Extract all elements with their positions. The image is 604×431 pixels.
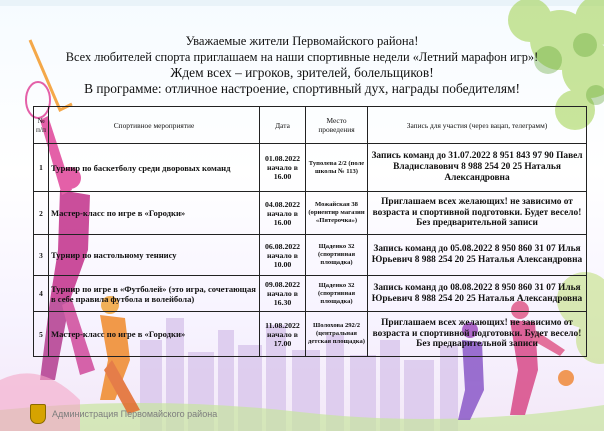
event-date: 06.08.2022 начало в 10.00 bbox=[260, 235, 306, 276]
table-row bbox=[34, 144, 587, 192]
event-name: Турнир по игре в «Футболей» (это игра, сочетающая в себе правила футбола и волейбола) bbox=[49, 276, 260, 312]
event-name: Мастер-класс по игре в «Городки» bbox=[49, 192, 260, 235]
event-registration: Приглашаем всех желающих! не зависимо от возраста и спортивной подготовки. Будет весело! Без предварительной записи bbox=[368, 192, 587, 235]
table-row bbox=[34, 192, 587, 235]
table-row bbox=[34, 276, 587, 312]
event-date: 04.08.2022 начало в 16.00 bbox=[260, 192, 306, 235]
table-row bbox=[34, 235, 587, 276]
event-place: Шолохова 292/2 (центральная детская площадка) bbox=[306, 312, 368, 357]
event-place: Щаденко 32 (спортивная площадка) bbox=[306, 235, 368, 276]
event-name: Турнир по настольному теннису bbox=[49, 235, 260, 276]
welcome-line: Ждем всех – игроков, зрителей, болельщиков! bbox=[170, 65, 434, 81]
event-registration: Запись команд до 05.08.2022 8 950 860 31 07 Илья Юрьевич 8 988 254 20 25 Наталья Александровна bbox=[368, 235, 587, 276]
column-header-registration: Запись для участия (через вацап, телеграмм) bbox=[368, 107, 587, 144]
row-number: 2 bbox=[34, 192, 49, 235]
event-place: Можайская 38 (ориентир магазин «Пятерочка») bbox=[306, 192, 368, 235]
event-date: 01.08.2022 начало в 16.00 bbox=[260, 144, 306, 192]
event-date: 11.08.2022 начало в 17.00 bbox=[260, 312, 306, 357]
event-name: Турнир по баскетболу среди дворовых команд bbox=[49, 144, 260, 192]
row-number: 1 bbox=[34, 144, 49, 192]
event-registration: Приглашаем всех желающих! не зависимо от возраста и спортивной подготовки. Будет весело! Без предварительной записи bbox=[368, 312, 587, 357]
row-number: 5 bbox=[34, 312, 49, 357]
announcement-header bbox=[0, 34, 604, 96]
footer-branding bbox=[30, 404, 217, 424]
events-table bbox=[33, 106, 587, 357]
column-header-date: Дата bbox=[260, 107, 306, 144]
table-row bbox=[34, 312, 587, 357]
event-date: 09.08.2022 начало в 16.30 bbox=[260, 276, 306, 312]
invitation-line: Всех любителей спорта приглашаем на наши спортивные недели «Летний марафон игр»! bbox=[65, 49, 539, 64]
event-name: Мастер-класс по игре в «Городки» bbox=[49, 312, 260, 357]
event-registration: Запись команд до 31.07.2022 8 951 843 97 90 Павел Владиславович 8 988 254 20 25 Наталья Александровна bbox=[368, 144, 587, 192]
table-header-row bbox=[34, 107, 587, 144]
column-header-place: Место проведения bbox=[306, 107, 368, 144]
administration-name: Администрация Первомайского района bbox=[52, 409, 218, 419]
greeting-line: Уважаемые жители Первомайского района! bbox=[185, 34, 419, 48]
event-place: Щаденко 32 (спортивная площадка) bbox=[306, 276, 368, 312]
city-emblem-icon bbox=[30, 404, 46, 424]
event-place: Туполева 2/2 (поле школы № 113) bbox=[306, 144, 368, 192]
row-number: 4 bbox=[34, 276, 49, 312]
row-number: 3 bbox=[34, 235, 49, 276]
program-line: В программе: отличное настроение, спортивный дух, награды победителям! bbox=[84, 80, 520, 96]
event-registration: Запись команд до 08.08.2022 8 950 860 31 07 Илья Юрьевич 8 988 254 20 25 Наталья Александровна bbox=[368, 276, 587, 312]
column-header-event: Спортивное мероприятие bbox=[49, 107, 260, 144]
column-header-number: № п/п bbox=[34, 107, 49, 144]
